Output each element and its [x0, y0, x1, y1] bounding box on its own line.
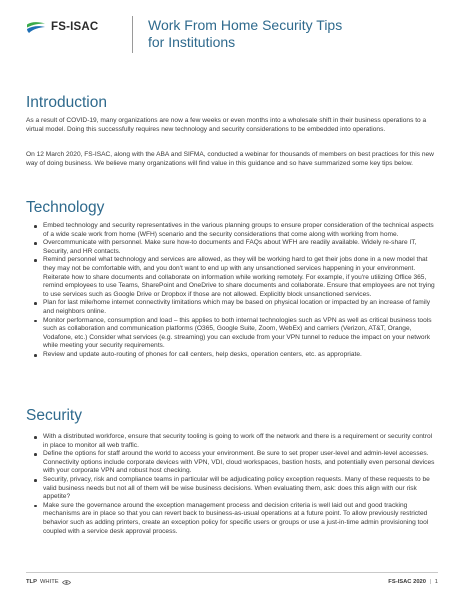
page-number: 1 [434, 579, 438, 585]
security-item: Define the options for staff around the world to access your environment. Be sure to set proper user-level and admin-level accesses. Connectivity options include corporate devices with VPN, VDI, cloud workspaces, bastion hosts, and potentially even personal devices with your corporate VPN and robust host checking. [26, 450, 438, 476]
technology-item: Embed technology and security representatives in the various planning groups to ensure proper consideration of the technical aspects of a wide scale work from home (WFH) scenario and the security considerations that come along with working from home. [26, 222, 438, 239]
footer-page-info [388, 578, 438, 586]
tlp-label: TLP [26, 579, 37, 585]
introduction-paragraph-1: As a result of COVID-19, many organizations are now a few weeks or even months into a wholesale shift in their business operations to a virtual model. Doing this successfully requires new technology and security considerations to be embedded into operations. [26, 117, 427, 133]
tlp-value: WHITE [39, 579, 59, 585]
document-title-line-1: Work From Home Security Tips [148, 17, 343, 33]
technology-item: Overcommunicate with personnel. Make sure how-to documents and FAQs about WFH are readily available. Widely re-share IT, Security, and HR contacts. [26, 239, 438, 256]
security-item: Make sure the governance around the exception management process and decision criteria is well laid out and good tracking mechanisms are in place so that you can revert back to business-as-usual operations at a future point. To allow previously restricted behavior such as adding printers, create an exception policy for specific users or groups or use a just-in-time admin provisioning tool coupled with a service desk approval process. [26, 502, 438, 536]
footer-separator: | [429, 579, 432, 585]
logo-text: FS-ISAC [51, 21, 99, 33]
technology-item: Review and update auto-routing of phones for call centers, help desks, operation centers, etc. as appropriate. [26, 351, 438, 360]
introduction-heading: Introduction [26, 94, 107, 111]
footer-org-year: FS-ISAC 2020 [388, 579, 426, 585]
fs-isac-logo [26, 21, 98, 34]
footer-divider [26, 572, 438, 573]
security-item: With a distributed workforce, ensure that security tooling is going to work off the network and there is a requirement or security control in place to monitor all web traffic. [26, 433, 438, 450]
technology-item: Plan for last mile/home internet connectivity limitations which may be based on physical location or impacted by an increase of family and neighbors online. [26, 299, 438, 316]
technology-item: Remind personnel what technology and services are allowed, as they will be working hard to get their jobs done in a new model that they may not be comfortable with, and you don't want to end up with any unsanctioned services happening in your environment. Reiterate how to share documents and collaborate on information while working remotely. For example, if you're utilizing Office 365, remind employees to use Teams, SharePoint and OneDrive to share documents and collaborate. Ensure that employees are not trying to use services such as Google Drive or Dropbox if those are not allowed. Explicitly block unsanctioned services. [26, 256, 438, 299]
security-item: Security, privacy, risk and compliance teams in particular will be adjudicating policy exception requests. Many of these requests to be valid business needs but not all of them will be wise business decisions. When evaluating them, ask: does this align with our risk appetite? [26, 476, 438, 502]
tlp-marking [26, 578, 71, 586]
technology-list [26, 222, 438, 360]
document-title-line-2: for Institutions [148, 34, 236, 50]
security-list [26, 433, 438, 536]
introduction-paragraph-2: On 12 March 2020, FS-ISAC, along with the ABA and SIFMA, conducted a webinar for thousands of members on best practices for this new way of doing business. We believe many organizations will find value in this guidance and so have summarized some key tips below. [26, 151, 434, 167]
fs-isac-logo-icon [26, 21, 46, 34]
document-title [148, 17, 428, 51]
security-heading: Security [26, 407, 82, 424]
technology-heading: Technology [26, 199, 105, 216]
technology-item: Monitor performance, consumption and load – this applies to both internal technologies such as VPN as well as critical business tools such as collaboration and communication platforms (O365, Google Suite, Zoom, WebEx) and carriers (Verizon, AT&T, Orange, Vodafone, etc.) Consider what services (e.g. streaming) you can exclude from your VPN tunnel to reduce the impact on your network while meeting your security requirements. [26, 317, 438, 351]
eye-icon [62, 580, 71, 585]
header-divider [132, 16, 133, 53]
